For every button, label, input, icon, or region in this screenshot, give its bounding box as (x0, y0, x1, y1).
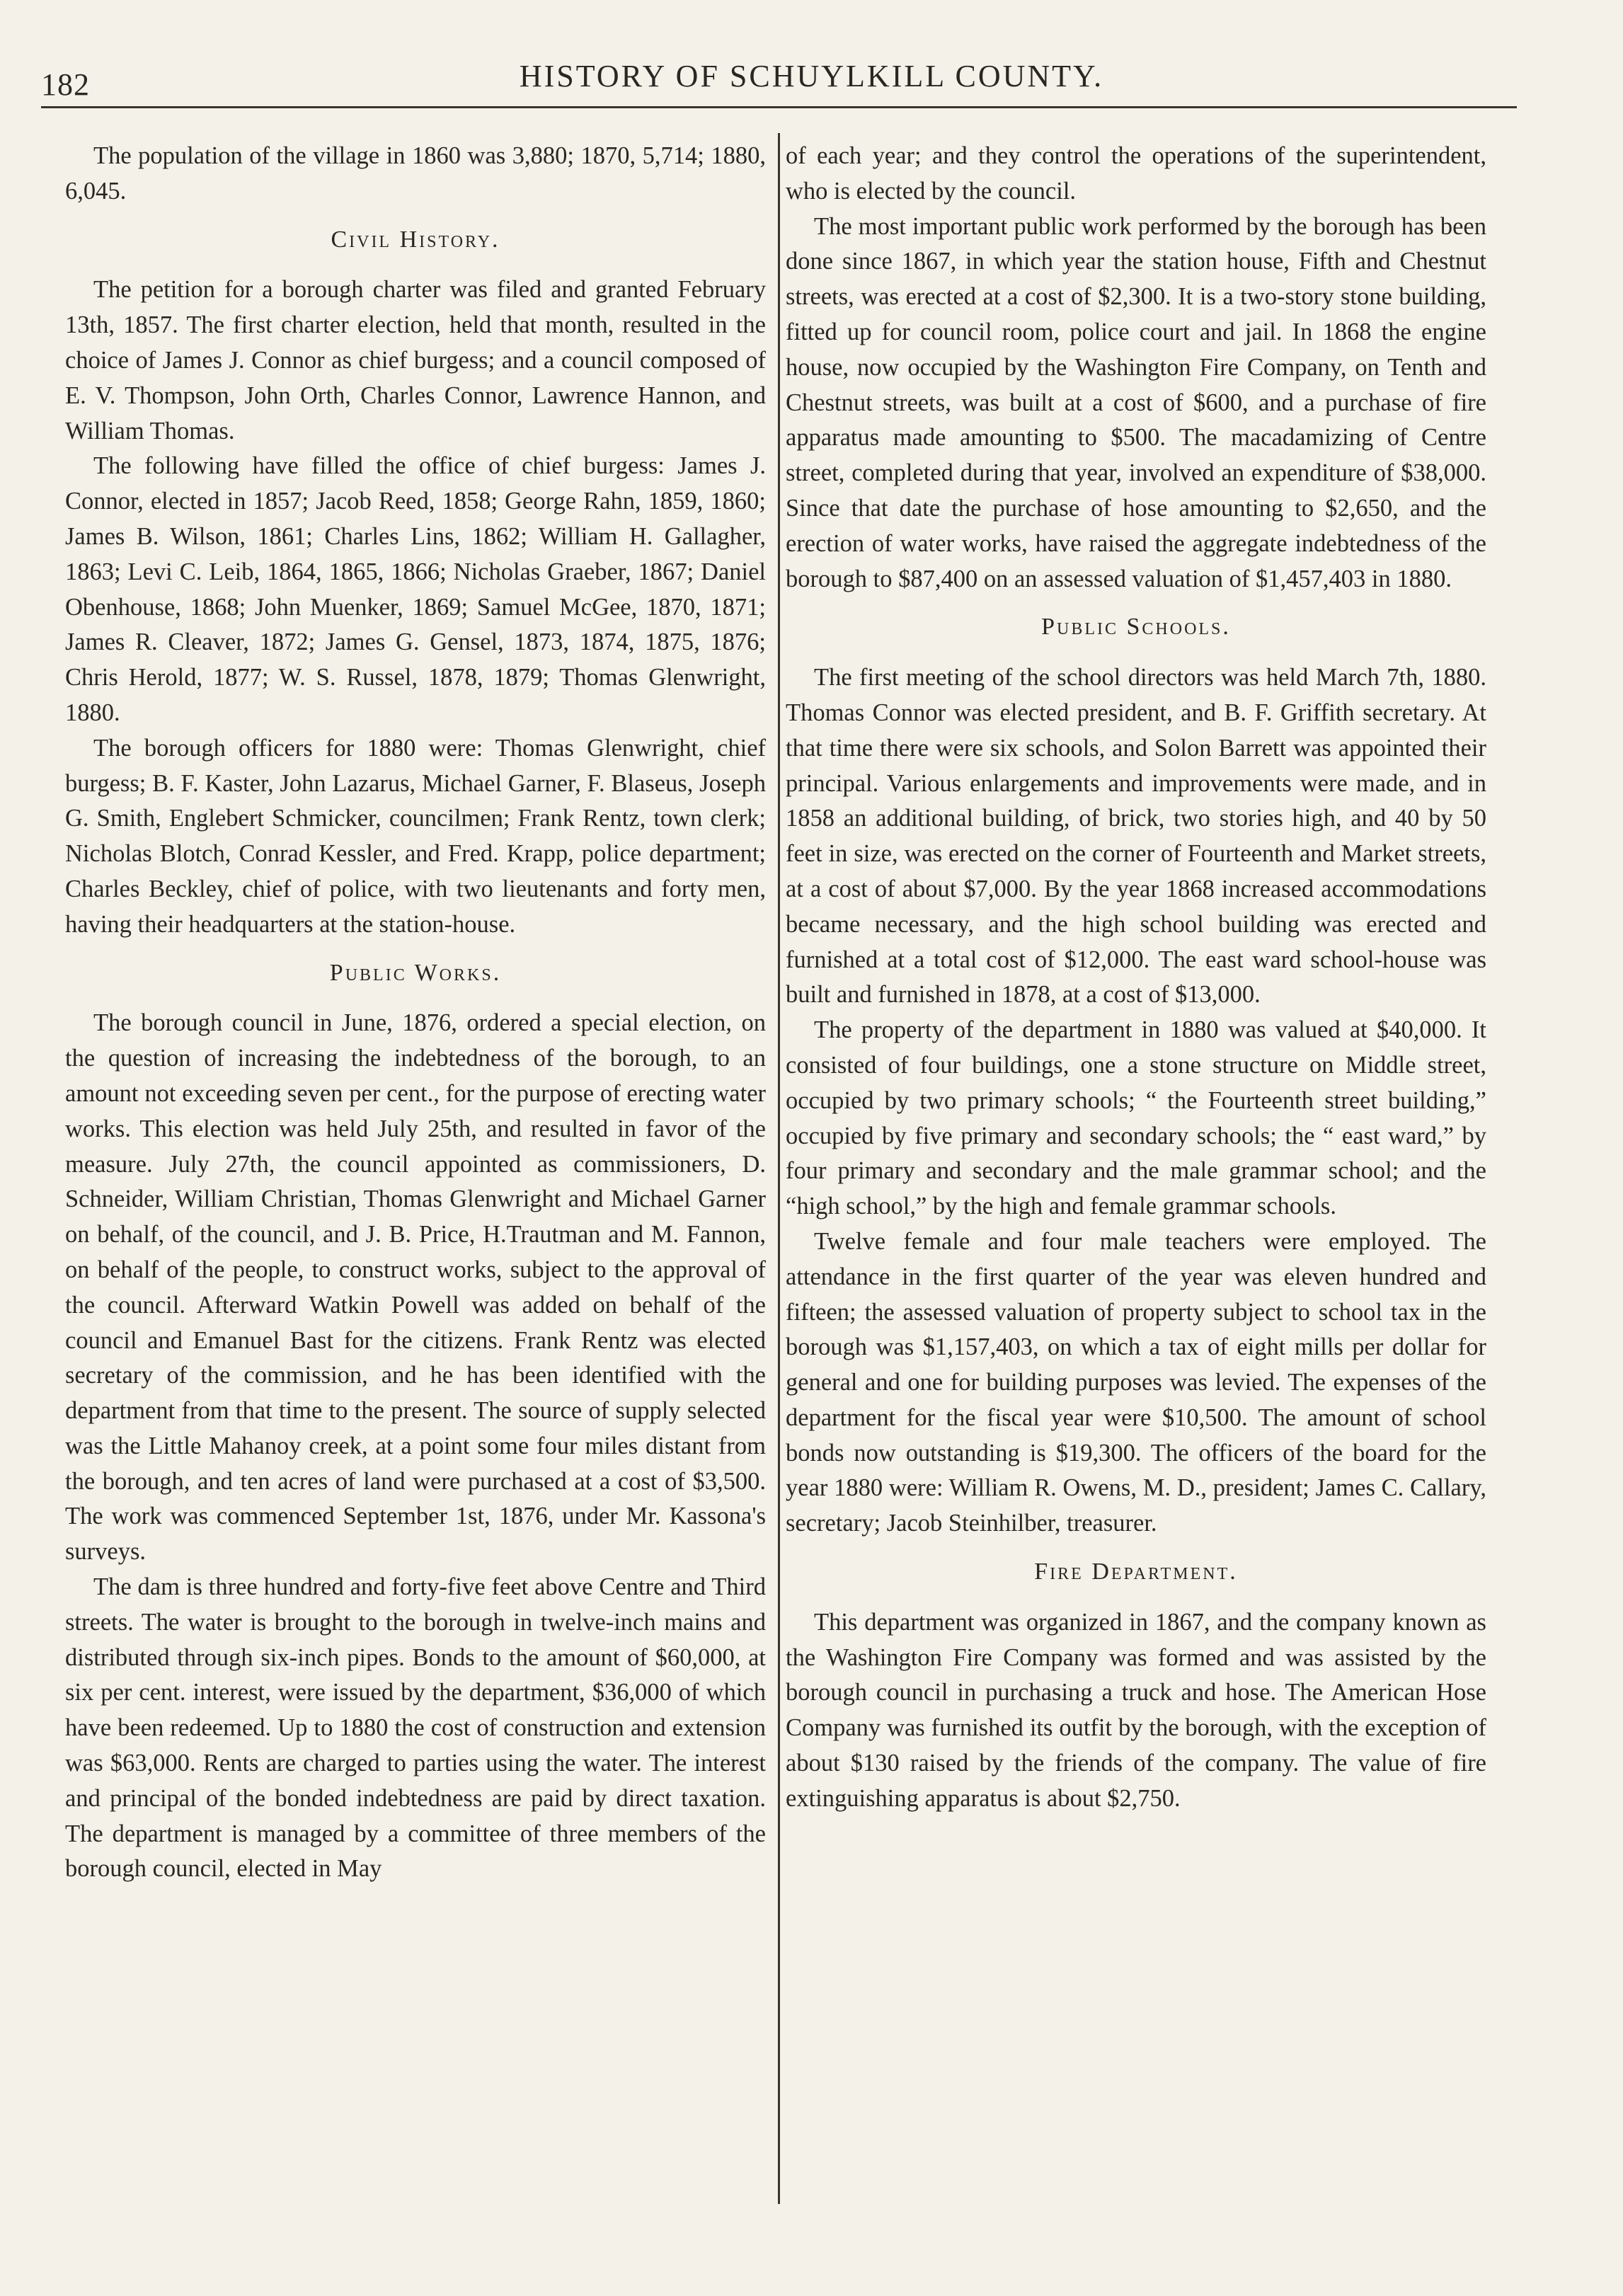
paragraph-schools-property: The property of the department in 1880 was valued at $40,000. It consisted of four buildings, one a stone structure on Middle street, occupied by two primary schools; “ the Fourteenth street building,” occupied by five primary and secondary schools; the “ east ward,” by four primary and secondary and the male grammar school; and the “high school,” by the high and female grammar schools. (786, 1016, 1486, 1220)
paragraph-water-works: The borough council in June, 1876, ordered a special election, on the question of increasing the indebtedness of the borough, to an amount not exceeding seven per cent., for the purpose of erecting water works. This election was held July 25th, and resulted in favor of the measure. July 27th, the council appointed as commissioners, D. Schneider, William Christian, Thomas Glenwright and Michael Garner on behalf, of the council, and J. B. Price, H.Trautman and M. Fannon, on behalf of the people, to construct works, subject to the approval of the council. Afterward Watkin Powell was added on behalf of the council and Emanuel Bast for the citizens. Frank Rentz was elected secretary of the commission, and he has been identified with the department from that time to the present. The source of supply selected was the Little Mahanoy creek, at a point some four miles distant from the borough, and ten acres of land were purchased at a cost of $3,500. The work was commenced September 1st, 1876, under Mr. Kassona's surveys. (65, 1009, 766, 1566)
heading-public-schools: Public Schools. (1041, 614, 1231, 641)
paragraph-population: The population of the village in 1860 was 3,880; 1870, 5,714; 1880, 6,045. (65, 142, 766, 205)
paragraph-borough-officers: The borough officers for 1880 were: Thomas Glenwright, chief burgess; B. F. Kaster, John Lazarus, Michael Garner, F. Blaseus, Joseph G. Smith, Englebert Schmicker, councilmen; Frank Rentz, town clerk; Nicholas Blotch, Conrad Kessler, and Fred. Krapp, police department; Charles Beckley, chief of police, with two lieutenants and forty men, having their headquarters at the station-house. (65, 734, 766, 938)
running-head: HISTORY OF SCHUYLKILL COUNTY. (519, 59, 1104, 93)
paragraph-dam: The dam is three hundred and forty-five feet above Centre and Third streets. The water is brought to the borough in twelve-inch mains and distributed through six-inch pipes. Bonds to the amount of $60,000, at six per cent. interest, were issued by the department, $36,000 of which have been redeemed. Up to 1880 the cost of construction and extension was $63,000. Rents are charged to parties using the water. The interest and principal of the bonded indebtedness are paid by direct taxation. The department is managed by a committee of three members of the borough council, elected in May (65, 1573, 766, 1883)
right-column (786, 139, 1486, 1817)
paragraph-public-works-buildings: The most important public work performed by the borough has been done since 1867, in which year the station house, Fifth and Chestnut streets, was erected at a cost of $2,300. It is a two-story stone building, fitted up for council room, police court and jail. In 1868 the engine house, now occupied by the Washington Fire Company, on Tenth and Chestnut streets, was built at a cost of $600, and a purchase of fire apparatus made amounting to $500. The macadamizing of Centre street, completed during that year, involved an expenditure of $38,000. Since that date the purchase of hose amounting to $2,650, and the erection of water works, have raised the aggregate indebtedness of the borough to $87,400 on an assessed valuation of $1,457,403 in 1880. (786, 212, 1486, 592)
heading-fire-department: Fire Department. (1034, 1559, 1238, 1585)
paragraph-civil-charter: The petition for a borough charter was filed and granted February 13th, 1857. The first charter election, held that month, resulted in the choice of James J. Connor as chief burgess; and a council composed of E. V. Thompson, John Orth, Charles Connor, Lawrence Hannon, and William Thomas. (65, 276, 766, 444)
heading-public-works: Public Works. (329, 959, 502, 986)
page-number: 182 (41, 67, 90, 102)
paragraph-schools-history: The first meeting of the school directors was held March 7th, 1880. Thomas Connor was elected president, and B. F. Griffith secretary. At that time there were six schools, and Solon Barrett was appointed their principal. Various enlargements and improvements were made, and in 1858 an additional building, of brick, two stories high, and 40 by 50 feet in size, was erected on the corner of Fourteenth and Market streets, at a cost of about $7,000. By the year 1868 increased accommodations became necessary, and the high school building was erected and furnished at a total cost of $12,000. The east ward school-house was built and furnished in 1878, at a cost of $13,000. (786, 664, 1486, 1009)
column-divider (778, 133, 780, 2204)
header-rule (41, 106, 1517, 108)
paragraph-chief-burgesses: The following have filled the office of chief burgess: James J. Connor, elected in 1857; Jacob Reed, 1858; George Rahn, 1859, 1860; James B. Wilson, 1861; Charles Lins, 1862; William H. Gallagher, 1863; Levi C. Leib, 1864, 1865, 1866; Nicholas Graeber, 1867; Daniel Obenhouse, 1868; John Muenker, 1869; Samuel McGee, 1870, 1871; James R. Cleaver, 1872; James G. Gensel, 1873, 1874, 1875, 1876; Chris Herold, 1877; W. S. Russel, 1878, 1879; Thomas Glenwright, 1880. (65, 452, 766, 726)
paragraph-works-continued: of each year; and they control the operations of the superintendent, who is elected by the council. (786, 142, 1486, 205)
paragraph-schools-teachers: Twelve female and four male teachers were employed. The attendance in the first quarter of the year was eleven hundred and fifteen; the assessed valuation of property subject to school tax in the borough was $1,157,403, on which a tax of eight mills per dollar for general and one for building purposes was levied. The expenses of the department for the fiscal year were $10,500. The amount of school bonds now outstanding is $19,300. The officers of the board for the year 1880 were: William R. Owens, M. D., president; James C. Callary, secretary; Jacob Steinhilber, treasurer. (786, 1227, 1486, 1537)
left-column (65, 139, 766, 1887)
heading-civil-history: Civil History. (331, 226, 500, 253)
paragraph-fire-department: This department was organized in 1867, and the company known as the Washington Fire Company was formed and was assisted by the borough council in purchasing a truck and hose. The American Hose Company was furnished its outfit by the borough, with the exception of about $130 raised by the friends of the company. The value of fire extinguishing apparatus is about $2,750. (786, 1608, 1486, 1812)
